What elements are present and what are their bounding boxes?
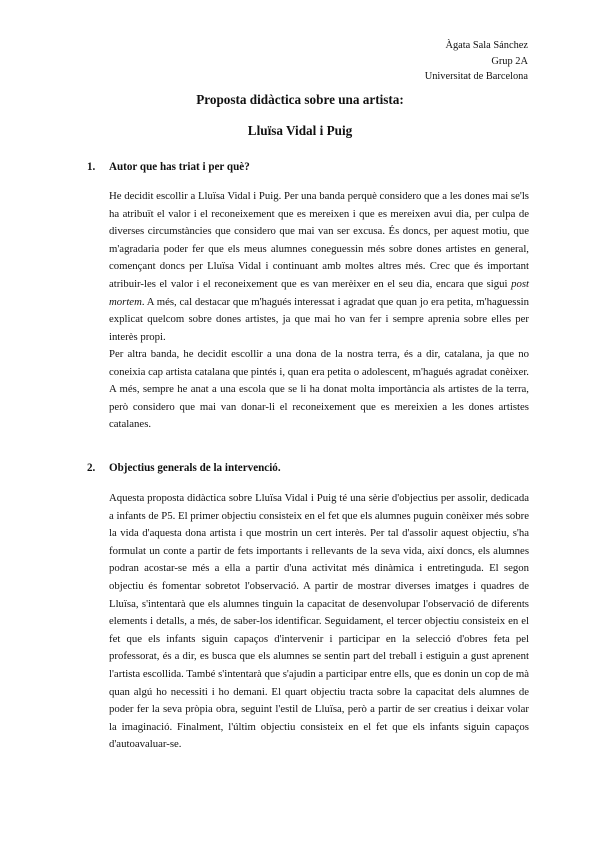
section-heading-2 xyxy=(87,462,281,474)
section-title-2: Objectius generals de la intervenció. xyxy=(109,462,281,474)
section-number-1: 1. xyxy=(87,161,96,173)
paragraph-text: He decidit escollir a Lluïsa Vidal i Puig. Per una banda perquè considero que a les dones mai se'ls ha atribuït el valor i el reconeixement que es mereixen i que es mereixen avui dia, per culpa de diverses circumstàncies que considero que mai van ser excusa. És doncs, per aquest motiu, que m'agradaria poder fer que els meus alumnes coneguessin més sobre dones artistes en general, començant doncs per Lluïsa Vidal i continuant amb moltes altres més. Crec que és important atribuir-les el valor i el reconeixement que es van merèixer en el seu dia, encara que sigui xyxy=(109,190,529,290)
author-university: Universitat de Barcelona xyxy=(424,71,528,82)
emphasis-text: post mortem xyxy=(109,277,529,308)
author-group: Grup 2A xyxy=(491,55,528,67)
section-heading-1 xyxy=(87,161,250,173)
paragraph-text: . A més, cal destacar que m'hagués interessat i agradat que quan jo era petita, m'haguessin explicat quelcom sobre dones artistes, ja que mai ho van fer i sempre aprenia sobre elles per interès propi. xyxy=(109,295,529,343)
author-block xyxy=(425,38,528,85)
document-title: Proposta didàctica sobre una artista: xyxy=(196,92,404,107)
document-subtitle: Lluïsa Vidal i Puig xyxy=(247,123,353,138)
section-title-1: Autor que has triat i per què? xyxy=(109,161,250,173)
author-name: Àgata Sala Sánchez xyxy=(445,40,528,51)
section-1-paragraph-2: Per altra banda, he decidit escollir a una dona de la nostra terra, és a dir, catalana, ja que no coneixia cap artista catalana que pintés i, quan era petita o adolescent, m'hagués agradat conèixer. A més, sempre he anat a una escola que se li ha donat molta importància als artistes de la terra, però considero que mai van donar-li el reconeixement que es mereixien a les dones artistes catalanes. xyxy=(109,348,529,431)
section-2-paragraph-1: Aquesta proposta didàctica sobre Lluïsa Vidal i Puig té una sèrie d'objectius per assolir, dedicada a infants de P5. El primer objectiu consisteix en el fet que els alumnes puguin conèixer més sobre la vida d'aquesta dona artista i que mostrin un cert interès. Per tal d'assolir aquest objectiu, s'ha formulat un conte a partir de fets importants i rellevants de la seva vida, així doncs, els alumnes podran acostar-se més a ella a partir d'una activitat més dinàmica i entretinguda. El segon objectiu és fomentar sobretot l'observació. A partir de mostrar diverses imatges i quadres de Lluïsa, s'intentarà que els alumnes tinguin la capacitat de desenvolupar l'observació de diferents elements i detalls, a més, de saber-los identificar. Seguidament, el tercer objectiu consisteix en el fet que els infants siguin capaços d'intervenir i participar en la selecció d'obres feta pel professorat, és a dir, es busca que els alumnes se sentin part del treball i estiguin a gust aprenent l'artista escollida. També s'intentarà que s'ajudin a participar entre ells, que es donin un cop de mà quan algú ho necessiti i ho demani. El quart objectiu tracta sobre la capacitat dels alumnes de poder fer la seva pròpia obra, seguint l'estil de Lluïsa, però a partir de ser creatius i deixar volar la imaginació. Finalment, l'últim objectiu consisteix en el fet que els infants siguin capaços d'autoavaluar-se. xyxy=(109,492,529,751)
section-1-paragraph-1 xyxy=(109,188,529,346)
section-number-2: 2. xyxy=(87,462,96,474)
